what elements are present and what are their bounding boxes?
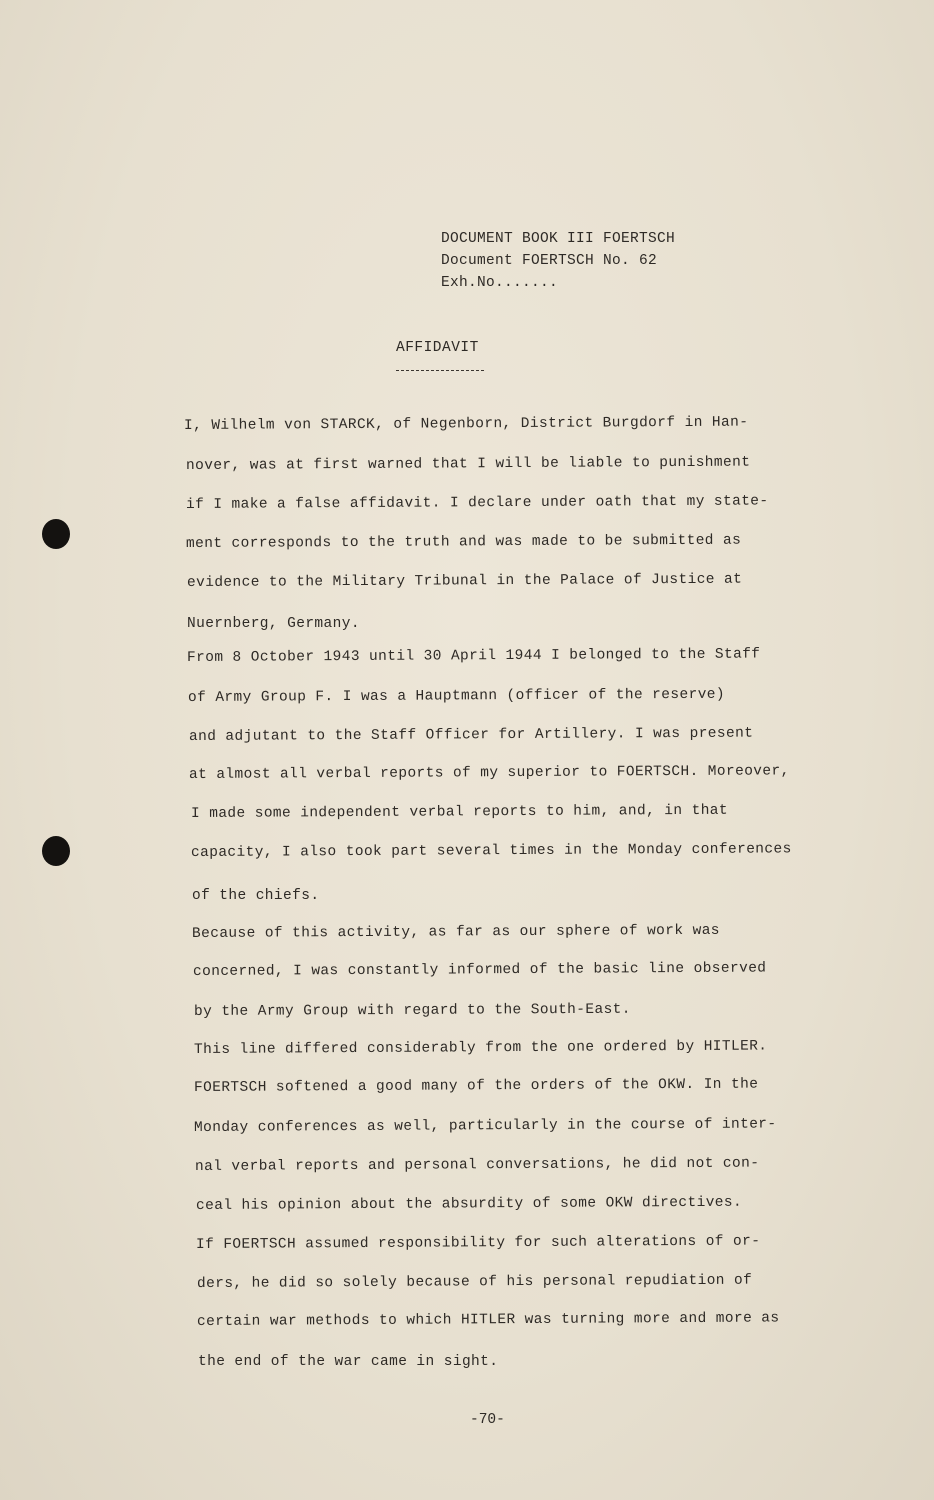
body-line: Because of this activity, as far as our sphere of work was xyxy=(191,922,720,942)
body-line: Monday conferences as well, particularly in the course of inter- xyxy=(193,1116,777,1136)
body-line: I made some independent verbal reports to him, and, in that xyxy=(190,802,729,822)
header-book-line: DOCUMENT BOOK III FOERTSCH xyxy=(441,231,676,247)
body-line: I, Wilhelm von STARCK, of Negenborn, District Burgdorf in Han- xyxy=(183,414,749,434)
body-line: the end of the war came in sight. xyxy=(198,1354,499,1370)
punch-hole-bottom xyxy=(42,836,70,866)
body-line: Nuernberg, Germany. xyxy=(187,616,360,632)
body-line: and adjutant to the Staff Officer for Artillery. I was present xyxy=(188,725,754,745)
page-number: -70- xyxy=(470,1412,505,1428)
title-underline xyxy=(396,370,484,371)
document-title: AFFIDAVIT xyxy=(396,340,479,356)
body-line: This line differed considerably from the one ordered by HITLER. xyxy=(193,1038,768,1058)
document-header xyxy=(441,228,675,294)
body-line: nover, was at first warned that I will be liable to punishment xyxy=(185,454,751,474)
body-line: ment corresponds to the truth and was made to be submitted as xyxy=(185,532,742,552)
body-line: If FOERTSCH assumed responsibility for such alterations of or- xyxy=(195,1233,761,1253)
body-line: concerned, I was constantly informed of the basic line observed xyxy=(192,960,767,980)
body-line: FOERTSCH softened a good many of the orders of the OKW. In the xyxy=(193,1076,759,1096)
body-line: nal verbal reports and personal conversations, he did not con- xyxy=(194,1155,760,1175)
body-line: ders, he did so solely because of his personal repudiation of xyxy=(196,1272,753,1292)
body-line: of the chiefs. xyxy=(192,888,320,904)
body-line: by the Army Group with regard to the South-East. xyxy=(193,1001,631,1020)
punch-hole-top xyxy=(42,519,70,549)
header-document-number: Document FOERTSCH No. 62 xyxy=(441,253,658,269)
body-line: if I make a false affidavit. I declare under oath that my state- xyxy=(185,493,769,513)
body-line: of Army Group F. I was a Hauptmann (officer of the reserve) xyxy=(187,686,726,706)
body-line: evidence to the Military Tribunal in the Palace of Justice at xyxy=(186,571,743,591)
header-exhibit-number: Exh.No....... xyxy=(441,275,559,291)
body-line: capacity, I also took part several times in the Monday conferences xyxy=(190,841,792,861)
body-line: From 8 October 1943 until 30 April 1944 I belonged to the Staff xyxy=(186,646,761,666)
body-line: certain war methods to which HITLER was turning more and more as xyxy=(196,1310,780,1330)
body-line: ceal his opinion about the absurdity of some OKW directives. xyxy=(195,1194,743,1214)
body-line: at almost all verbal reports of my superior to FOERTSCH. Moreover, xyxy=(188,763,790,783)
